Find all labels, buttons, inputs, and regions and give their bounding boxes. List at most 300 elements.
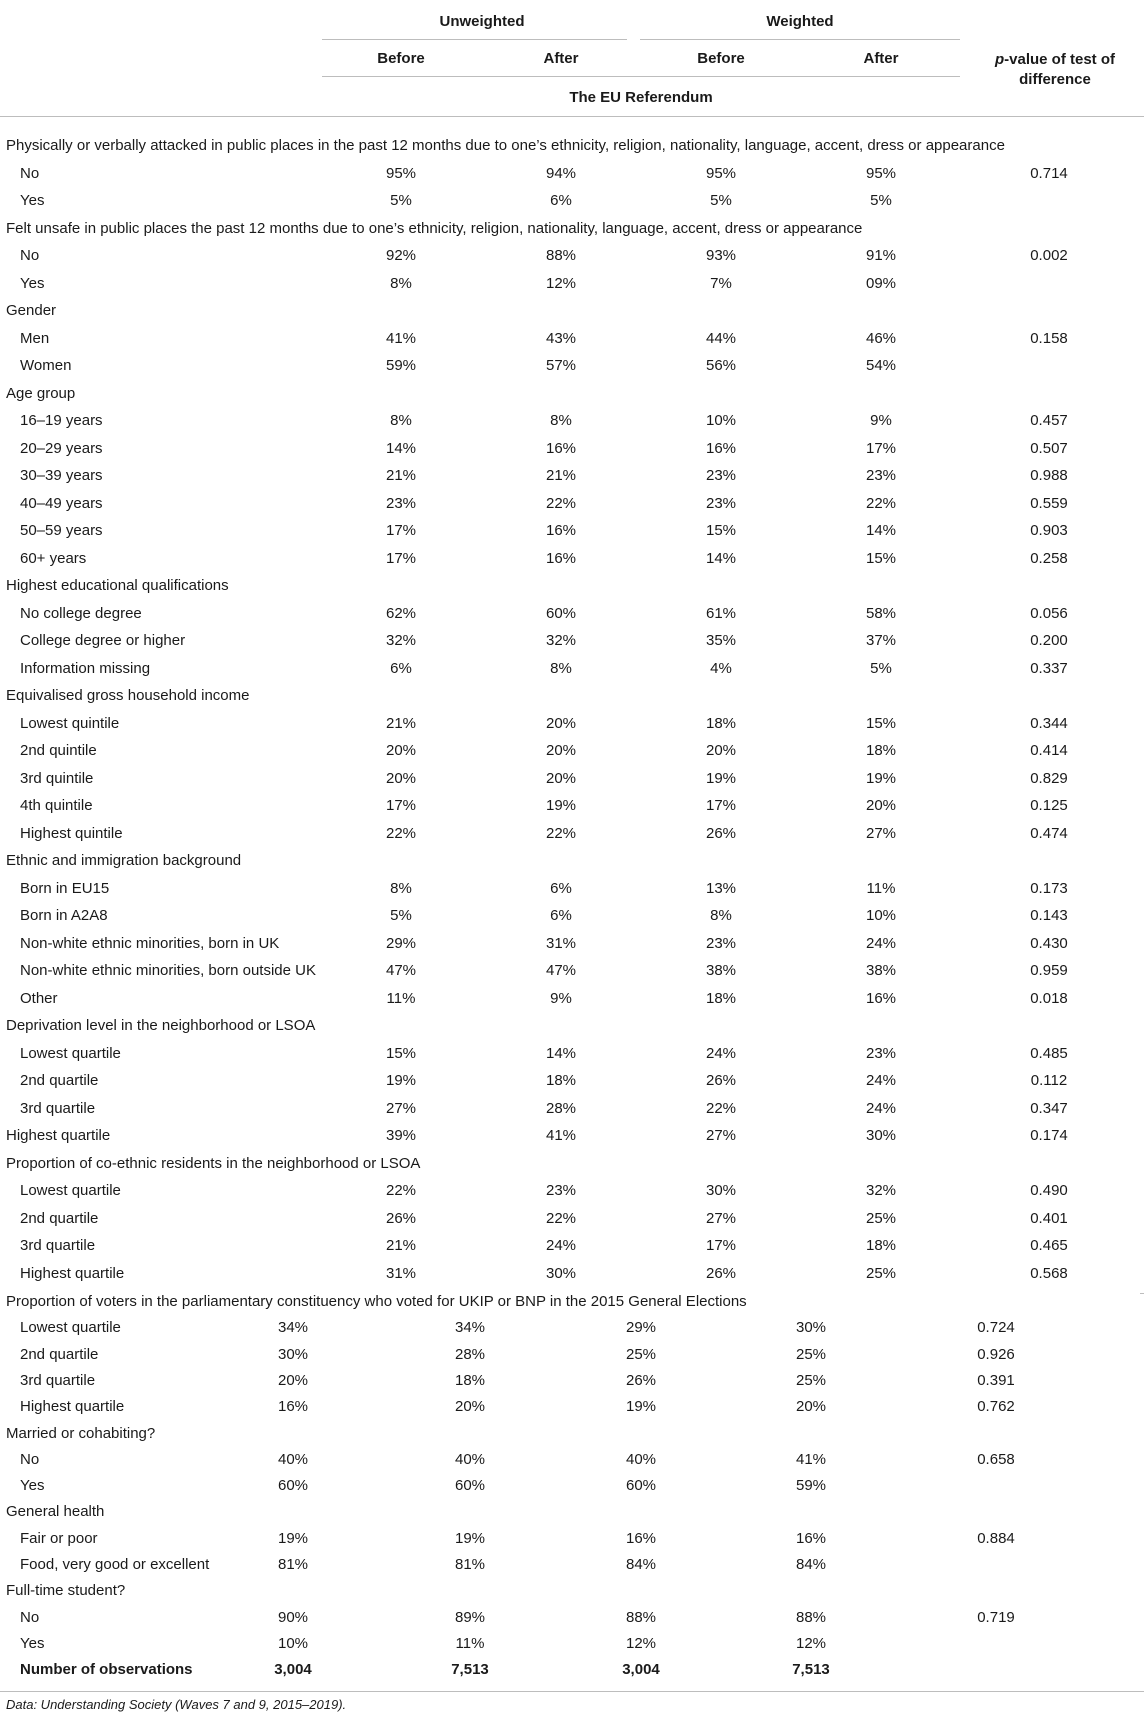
unweighted-after-cell: 28% [454,1345,486,1363]
unweighted-after-cell: 32% [545,632,577,649]
pvalue-cell: 0.414 [1030,742,1068,759]
section-label: Ethnic and immigration background [6,852,242,869]
weighted-after-cell: 18% [865,742,897,759]
pvalue-cell: 0.507 [1030,439,1068,457]
table-row [0,518,1144,545]
unweighted-after-cell: 28% [545,1099,577,1117]
section-row [0,1578,1144,1605]
unweighted-before-cell: 81% [277,1556,309,1573]
before-after-underline [322,76,960,77]
weighted-after-cell: 11% [866,879,896,897]
row-label: No [20,247,40,264]
weighted-after-cell: 54% [865,357,897,374]
weighted-before-cell: 95% [705,164,737,182]
weighted-before-cell: 44% [705,329,737,347]
table-row [0,656,1144,683]
pvalue-cell: 0.174 [1030,1127,1068,1144]
table-row [0,766,1144,793]
unweighted-after-cell: 22% [545,824,577,842]
table-row [0,1123,1144,1150]
weighted-after-cell: 88% [795,1608,827,1626]
unweighted-after-cell: 43% [545,329,577,347]
table-row [0,1041,1144,1068]
section-label: Deprivation level in the neighborhood or LSOA [6,1017,316,1034]
pvalue-cell: 0.002 [1030,247,1068,264]
pvalue-cell: 0.926 [977,1345,1015,1363]
weighted-before-cell: 29% [625,1319,657,1337]
table-row [0,1206,1144,1233]
row-label: Men [20,329,50,347]
unweighted-after-cell: 19% [454,1529,486,1547]
unweighted-after-cell: 6% [550,192,572,209]
row-label: Number of observations [20,1661,193,1679]
row-label: College degree or higher [20,632,186,649]
pvalue-cell: 0.959 [1030,962,1068,979]
unweighted-before-cell: 5% [390,192,412,209]
table-row [0,271,1144,298]
row-label: Yes [20,192,45,209]
unweighted-before-cell: 30% [277,1345,309,1363]
pvalue-cell: 0.714 [1030,164,1068,182]
row-label: No [20,1608,40,1626]
unweighted-after-cell: 12% [545,274,577,292]
unweighted-before-cell: 17% [385,797,417,814]
header-pvalue-text: -value of test of [1004,51,1116,68]
weighted-after-cell: 84% [795,1556,827,1573]
weighted-after-cell: 5% [870,192,892,209]
unweighted-before-cell: 90% [277,1608,309,1626]
weighted-before-cell: 10% [705,412,737,429]
weighted-before-cell: 14% [705,549,737,567]
unweighted-before-cell: 29% [385,934,417,952]
weighted-after-cell: 9% [870,412,892,429]
unweighted-after-cell: 20% [454,1398,486,1416]
weighted-after-cell: 30% [865,1127,897,1144]
table-row [0,1068,1144,1095]
section-label: Married or cohabiting? [6,1424,156,1442]
pvalue-cell: 0.884 [977,1529,1015,1547]
unweighted-after-cell: 9% [550,989,572,1007]
row-label: 3rd quartile [20,1099,96,1117]
table-row [0,408,1144,435]
unweighted-before-cell: 39% [385,1127,417,1144]
pvalue-cell: 0.391 [977,1371,1015,1389]
table-row [0,188,1144,215]
pvalue-cell: 0.719 [977,1608,1015,1626]
row-label: Highest quartile [20,1398,125,1416]
row-label: 2nd quartile [20,1072,99,1089]
pvalue-cell: 0.347 [1030,1099,1068,1117]
unweighted-before-cell: 3,004 [274,1661,312,1679]
weighted-after-cell: 15% [865,549,897,567]
unweighted-before-cell: 21% [385,714,417,732]
section-row [0,1289,1144,1316]
unweighted-before-cell: 22% [385,824,417,842]
pvalue-cell: 0.143 [1030,907,1068,924]
weighted-before-cell: 15% [705,522,737,539]
section-label: Full-time student? [6,1582,126,1600]
weighted-after-cell: 32% [865,1182,897,1199]
unweighted-before-cell: 60% [277,1477,309,1495]
weighted-after-cell: 12% [795,1634,827,1652]
weighted-after-cell: 25% [795,1371,827,1389]
weighted-before-cell: 16% [625,1529,657,1547]
weighted-before-cell: 4% [710,659,732,677]
section-row [0,848,1144,875]
table-row [0,628,1144,655]
header-unweighted: Unweighted [439,13,525,30]
table-row [0,903,1144,930]
header-unweighted-after: After [543,50,579,67]
unweighted-before-cell: 21% [385,1237,417,1254]
unweighted-after-cell: 6% [550,907,572,924]
header-bottom-rule [0,116,1144,117]
weighted-before-cell: 23% [705,934,737,952]
row-label: Non-white ethnic minorities, born outside UK [20,962,316,979]
table-row [0,1631,1144,1658]
pvalue-cell: 0.762 [977,1398,1015,1416]
weighted-before-cell: 26% [625,1371,657,1389]
weighted-after-cell: 95% [865,164,897,182]
weighted-after-cell: 09% [865,274,897,292]
weighted-before-cell: 26% [705,1072,737,1089]
pvalue-cell: 0.430 [1030,934,1068,952]
weighted-before-cell: 13% [705,879,737,897]
row-label: Information missing [20,659,151,677]
weighted-before-cell: 27% [705,1127,737,1144]
header-pvalue-line2: difference [1019,71,1091,88]
weighted-after-cell: 17% [865,439,897,457]
pvalue-cell: 0.829 [1030,769,1068,787]
weighted-after-cell: 25% [795,1345,827,1363]
table-row [0,436,1144,463]
weighted-before-cell: 18% [705,989,737,1007]
pvalue-cell: 0.457 [1030,412,1068,429]
weighted-before-cell: 26% [705,824,737,842]
unweighted-after-cell: 60% [454,1477,486,1495]
pvalue-cell: 0.018 [1030,989,1068,1007]
weighted-before-cell: 56% [705,357,737,374]
unweighted-before-cell: 20% [277,1371,309,1389]
row-label: 40–49 years [20,494,103,512]
unweighted-after-cell: 7,513 [451,1661,489,1679]
row-label: 2nd quintile [20,742,97,759]
header-unweighted-before: Before [377,50,425,67]
weighted-before-cell: 25% [625,1345,657,1363]
unweighted-after-cell: 22% [545,1209,577,1227]
table-row [0,958,1144,985]
weighted-before-cell: 22% [705,1099,737,1117]
unweighted-before-cell: 22% [385,1182,417,1199]
weighted-after-cell: 59% [795,1477,827,1495]
row-label: 60+ years [20,549,87,567]
unweighted-before-cell: 31% [385,1264,417,1282]
row-label: Highest quartile [6,1127,111,1144]
unweighted-before-cell: 62% [385,604,417,622]
weighted-after-cell: 15% [865,714,897,732]
header-eu-referendum: The EU Referendum [569,89,713,106]
table-row [0,1178,1144,1205]
table-row [0,1233,1144,1260]
unweighted-before-cell: 27% [385,1099,417,1117]
weighted-before-cell: 60% [625,1477,657,1495]
row-label: Yes [20,274,45,292]
unweighted-before-cell: 92% [385,247,417,264]
pvalue-cell: 0.173 [1030,879,1068,897]
weighted-before-cell: 24% [705,1044,737,1062]
row-label: 2nd quartile [20,1209,99,1227]
header-weighted-after: After [863,50,899,67]
weighted-before-cell: 19% [625,1398,657,1416]
unweighted-before-cell: 21% [385,467,417,484]
weighted-before-cell: 23% [705,467,737,484]
row-label: Highest quintile [20,824,123,842]
weighted-after-cell: 7,513 [792,1661,830,1679]
unweighted-after-cell: 94% [545,164,577,182]
table-row [0,353,1144,380]
unweighted-before-cell: 15% [385,1044,417,1062]
section-row [0,216,1144,243]
weighted-before-cell: 20% [705,742,737,759]
unweighted-after-cell: 22% [545,494,577,512]
pvalue-cell: 0.568 [1030,1264,1068,1282]
unweighted-before-cell: 8% [390,879,412,897]
row-label: Women [20,357,72,374]
weighted-after-cell: 10% [865,907,897,924]
section-row [0,1013,1144,1040]
table-row [0,821,1144,848]
unweighted-after-cell: 20% [545,714,577,732]
unweighted-before-cell: 19% [385,1072,417,1089]
weighted-before-cell: 38% [705,962,737,979]
row-label: 30–39 years [20,467,103,484]
table-row [0,491,1144,518]
unweighted-before-cell: 23% [385,494,417,512]
row-label: Lowest quartile [20,1044,121,1062]
table-row [0,326,1144,353]
pvalue-cell: 0.490 [1030,1182,1068,1199]
weighted-after-cell: 22% [865,494,897,512]
unweighted-after-cell: 16% [545,549,577,567]
row-label: Fair or poor [20,1529,98,1547]
unweighted-after-cell: 23% [545,1182,577,1199]
table-row [0,1315,1144,1342]
weighted-after-cell: 24% [865,1072,897,1089]
pvalue-cell: 0.344 [1030,714,1068,732]
pvalue-cell: 0.903 [1030,522,1068,539]
unweighted-after-cell: 57% [545,357,577,374]
unweighted-after-cell: 19% [545,797,577,814]
weighted-before-cell: 61% [705,604,737,622]
section-label: Age group [6,384,76,402]
unweighted-after-cell: 20% [545,769,577,787]
section-row [0,1421,1144,1448]
row-label: No college degree [20,604,142,622]
section-row [0,381,1144,408]
section-label: Highest educational qualifications [6,577,229,594]
unweighted-after-cell: 20% [545,742,577,759]
table-bottom-rule [0,1691,1144,1692]
table-row [0,243,1144,270]
section-row [0,1499,1144,1526]
row-label: 2nd quartile [20,1345,99,1363]
weighted-before-cell: 16% [705,439,737,457]
weighted-before-cell: 18% [705,714,737,732]
unweighted-after-cell: 6% [550,879,572,897]
table-row [0,1096,1144,1123]
row-label: Other [20,989,58,1007]
weighted-before-cell: 7% [710,274,732,292]
pvalue-cell: 0.200 [1030,632,1068,649]
unweighted-after-cell: 31% [545,934,577,952]
header-pvalue [965,50,1144,90]
pvalue-cell: 0.401 [1030,1209,1068,1227]
weighted-after-cell: 37% [865,632,897,649]
pvalue-cell: 0.125 [1030,797,1068,814]
weighted-before-cell: 27% [705,1209,737,1227]
row-label: 16–19 years [20,412,103,429]
unweighted-after-cell: 30% [545,1264,577,1282]
unweighted-after-cell: 21% [545,467,577,484]
unweighted-after-cell: 88% [545,247,577,264]
row-label: Yes [20,1477,45,1495]
row-label: Lowest quartile [20,1319,121,1337]
section-label: Physically or verbally attacked in public places in the past 12 months due to one’s ethnicity, religion, nationality, language, accent, dress or appearance [6,137,1005,154]
table-row [0,161,1144,188]
section-row [0,133,1144,160]
weighted-before-cell: 17% [705,797,737,814]
section-label: Gender [6,302,57,319]
row-label: Highest quartile [20,1264,125,1282]
unweighted-underline [322,39,627,40]
section-row [0,573,1144,600]
weighted-after-cell: 23% [865,1044,897,1062]
unweighted-after-cell: 24% [545,1237,577,1254]
weighted-after-cell: 58% [865,604,897,622]
row-label: Lowest quartile [20,1182,121,1199]
unweighted-after-cell: 8% [550,412,572,429]
weighted-underline [640,39,960,40]
unweighted-before-cell: 40% [277,1450,309,1468]
row-label: Food, very good or excellent [20,1556,210,1573]
row-label: 4th quintile [20,797,93,814]
weighted-before-cell: 23% [705,494,737,512]
weighted-before-cell: 5% [710,192,732,209]
weighted-after-cell: 25% [865,1264,897,1282]
row-label: Born in EU15 [20,879,110,897]
weighted-before-cell: 30% [705,1182,737,1199]
pvalue-cell: 0.474 [1030,824,1068,842]
unweighted-after-cell: 60% [545,604,577,622]
table-row [0,1394,1144,1421]
weighted-after-cell: 91% [865,247,897,264]
pvalue-cell: 0.724 [977,1319,1015,1337]
row-label: 50–59 years [20,522,103,539]
row-label: 3rd quintile [20,769,94,787]
unweighted-before-cell: 6% [390,659,412,677]
weighted-after-cell: 41% [795,1450,827,1468]
weighted-after-cell: 14% [865,522,897,539]
weighted-after-cell: 5% [870,659,892,677]
pvalue-cell: 0.337 [1030,659,1068,677]
section-label: Proportion of co-ethnic residents in the neighborhood or LSOA [6,1154,421,1172]
weighted-before-cell: 35% [705,632,737,649]
weighted-after-cell: 18% [865,1237,897,1254]
row-label: 3rd quartile [20,1237,96,1254]
pvalue-cell: 0.465 [1030,1237,1068,1254]
weighted-after-cell: 30% [795,1319,827,1337]
weighted-after-cell: 38% [865,962,897,979]
unweighted-before-cell: 26% [385,1209,417,1227]
unweighted-before-cell: 20% [385,769,417,787]
unweighted-before-cell: 10% [277,1634,309,1652]
pvalue-cell: 0.485 [1030,1044,1068,1062]
pvalue-cell: 0.158 [1030,329,1068,347]
weighted-before-cell: 26% [705,1264,737,1282]
table-row [0,1552,1144,1579]
table-row [0,1657,1144,1684]
unweighted-after-cell: 18% [545,1072,577,1089]
unweighted-before-cell: 16% [277,1398,309,1416]
weighted-after-cell: 24% [865,1099,897,1117]
table-row [0,1473,1144,1500]
pvalue-cell: 0.559 [1030,494,1068,512]
unweighted-after-cell: 11% [455,1634,485,1652]
unweighted-before-cell: 11% [386,989,416,1007]
unweighted-after-cell: 40% [454,1450,486,1468]
row-label: 3rd quartile [20,1371,96,1389]
table-row [0,1342,1144,1369]
weighted-after-cell: 16% [795,1529,827,1547]
table-row [0,1368,1144,1395]
table-row [0,711,1144,738]
table-row [0,1605,1144,1632]
weighted-before-cell: 84% [625,1556,657,1573]
unweighted-after-cell: 34% [454,1319,486,1337]
weighted-before-cell: 40% [625,1450,657,1468]
section-label: Felt unsafe in public places the past 12 months due to one’s ethnicity, religion, nationality, language, accent, dress or appearance [6,219,863,237]
table-row [0,793,1144,820]
unweighted-after-cell: 8% [550,659,572,677]
weighted-after-cell: 24% [865,934,897,952]
pvalue-cell: 0.258 [1030,549,1068,567]
unweighted-after-cell: 47% [545,962,577,979]
row-label: Lowest quintile [20,714,120,732]
unweighted-after-cell: 16% [545,522,577,539]
unweighted-before-cell: 19% [277,1529,309,1547]
pvalue-cell: 0.056 [1030,604,1068,622]
unweighted-before-cell: 17% [385,549,417,567]
unweighted-before-cell: 14% [385,439,417,457]
weighted-before-cell: 3,004 [622,1661,660,1679]
section-row [0,683,1144,710]
unweighted-after-cell: 41% [545,1127,577,1144]
section-label: Equivalised gross household income [6,687,250,704]
pvalue-cell: 0.112 [1030,1072,1068,1089]
table-row [0,463,1144,490]
unweighted-after-cell: 81% [454,1556,486,1573]
unweighted-before-cell: 5% [390,907,412,924]
source-note: Data: Understanding Society (Waves 7 and 9, 2015–2019). [6,1697,347,1712]
table-row [0,1526,1144,1553]
table-row [0,986,1144,1013]
row-label: Non-white ethnic minorities, born in UK [20,934,280,952]
unweighted-before-cell: 8% [390,412,412,429]
unweighted-before-cell: 95% [385,164,417,182]
unweighted-before-cell: 59% [385,357,417,374]
unweighted-after-cell: 16% [545,439,577,457]
section-row [0,1151,1144,1178]
